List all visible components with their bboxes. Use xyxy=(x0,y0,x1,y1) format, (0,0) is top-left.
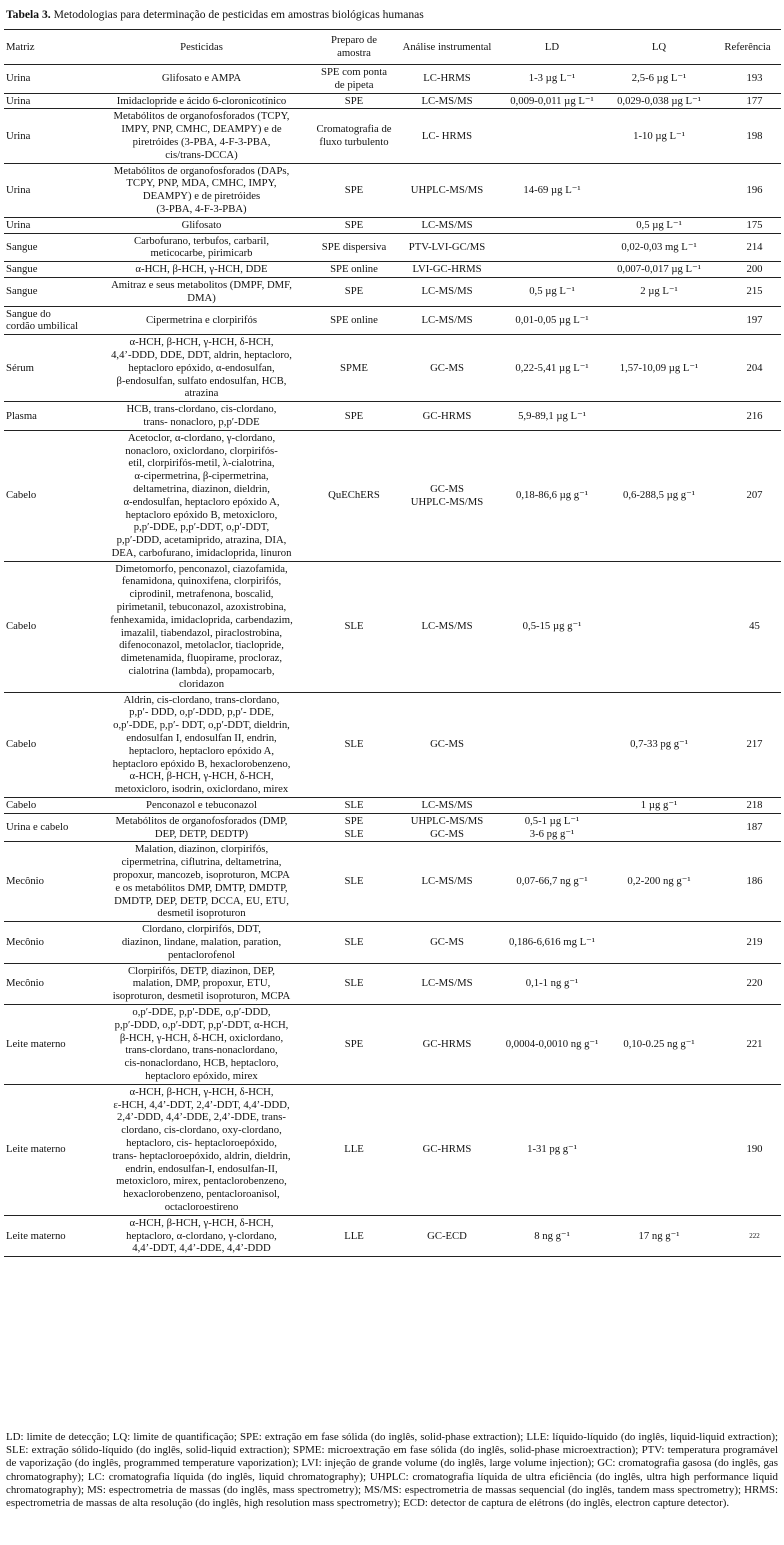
referencia-cell: 218 xyxy=(714,798,781,814)
preparo-cell: SLE xyxy=(314,842,394,922)
ld-cell: 0,0004-0,0010 ng g⁻¹ xyxy=(500,1004,604,1084)
lq-cell xyxy=(604,306,714,335)
lq-cell xyxy=(604,1084,714,1215)
table-row xyxy=(4,163,781,217)
preparo-cell: SPE com ponta de pipeta xyxy=(314,65,394,94)
lq-cell xyxy=(604,163,714,217)
pesticidas-cell: o,p′-DDE, p,p′-DDE, o,p′-DDD, p,p′-DDD, o,p′-DDT, p,p′-DDT, α-HCH, β-HCH, γ-HCH, δ-HCH, oxiclordano, trans-clordano, trans-nonaclordano, cis-nonaclordano, HCB, heptacloro, heptacloro epóxido, mirex xyxy=(89,1004,314,1084)
pesticidas-cell: Dimetomorfo, penconazol, ciazofamida, fenamidona, quinoxifena, clorpirifós, ciprodinil, metrafenona, boscalid, pirimetanil, tebuconazol, azoxistrobina, fenhexamida, imidacloprida, carbendazim, imazalil, tiabendazol, piraclostrobina, difenoconazol, metolaclor, tiaclopride, dimetenamida, fluopirame, procloraz, cialotrina (lambda), propamocarb, cloridazon xyxy=(89,561,314,692)
table-row xyxy=(4,233,781,262)
matriz-cell: Cabelo xyxy=(4,798,89,814)
pesticidas-cell: α-HCH, β-HCH, γ-HCH, δ-HCH, ε-HCH, 4,4’-DDT, 2,4’-DDT, 4,4’-DDD, 2,4’-DDD, 4,4’-DDE, 2,4’-DDE, trans- clordano, cis-clordano, oxy-clordano, heptacloro, cis- heptacloroepóxido, trans- heptacloroepóxido, aldrin, dieldrin, endrin, endosulfan-I, endosulfan-II, metoxicloro, mirex, pentaclorobenzeno, hexaclorobenzeno, pentacloroanisol, octacloroestireno xyxy=(89,1084,314,1215)
preparo-cell: SLE xyxy=(314,798,394,814)
lq-cell: 0,7-33 pg g⁻¹ xyxy=(604,692,714,797)
table-row xyxy=(4,842,781,922)
ld-cell: 0,009-0,011 µg L⁻¹ xyxy=(500,93,604,109)
lq-cell: 17 ng g⁻¹ xyxy=(604,1215,714,1256)
preparo-cell: QuEChERS xyxy=(314,430,394,561)
preparo-cell: SPE xyxy=(314,1004,394,1084)
analise-cell: GC-MS xyxy=(394,335,500,402)
matriz-cell: Leite materno xyxy=(4,1215,89,1256)
analise-cell: LC-MS/MS xyxy=(394,798,500,814)
ld-cell: 0,5-15 µg g⁻¹ xyxy=(500,561,604,692)
matriz-cell: Sangue xyxy=(4,262,89,278)
lq-cell: 0,6-288,5 µg g⁻¹ xyxy=(604,430,714,561)
referencia-cell: 175 xyxy=(714,217,781,233)
table-row xyxy=(4,402,781,431)
matriz-cell: Urina xyxy=(4,109,89,163)
ld-cell: 0,01-0,05 µg L⁻¹ xyxy=(500,306,604,335)
ld-cell xyxy=(500,798,604,814)
pesticidas-cell: Penconazol e tebuconazol xyxy=(89,798,314,814)
table-row xyxy=(4,93,781,109)
table-row xyxy=(4,335,781,402)
pesticidas-cell: Glifosato e AMPA xyxy=(89,65,314,94)
table-caption-label: Tabela 3. xyxy=(6,8,51,21)
referencia-cell: 207 xyxy=(714,430,781,561)
pesticide-methods-table xyxy=(4,29,781,1257)
referencia-cell: 220 xyxy=(714,963,781,1004)
preparo-cell: SPE xyxy=(314,93,394,109)
ld-cell: 8 ng g⁻¹ xyxy=(500,1215,604,1256)
pesticidas-cell: α-HCH, β-HCH, γ-HCH, δ-HCH, heptacloro, α-clordano, γ-clordano, 4,4’-DDT, 4,4’-DDE, 4,4’-DDD xyxy=(89,1215,314,1256)
ld-cell: 1-31 pg g⁻¹ xyxy=(500,1084,604,1215)
ld-cell xyxy=(500,233,604,262)
lq-cell: 0,029-0,038 µg L⁻¹ xyxy=(604,93,714,109)
analise-cell: GC-MS xyxy=(394,922,500,963)
referencia-cell: 200 xyxy=(714,262,781,278)
preparo-cell: SPE online xyxy=(314,262,394,278)
table-row xyxy=(4,922,781,963)
table-row xyxy=(4,65,781,94)
pesticidas-cell: HCB, trans-clordano, cis-clordano, trans- nonacloro, p,p′-DDE xyxy=(89,402,314,431)
table-row xyxy=(4,1004,781,1084)
analise-cell: LC-MS/MS xyxy=(394,277,500,306)
referencia-cell: 216 xyxy=(714,402,781,431)
matriz-cell: Cabelo xyxy=(4,561,89,692)
pesticidas-cell: Amitraz e seus metabolitos (DMPF, DMF, DMA) xyxy=(89,277,314,306)
pesticidas-cell: Imidaclopride e ácido 6-cloronicotínico xyxy=(89,93,314,109)
analise-cell: LC-MS/MS xyxy=(394,561,500,692)
analise-cell: LC-MS/MS xyxy=(394,217,500,233)
referencia-cell: 187 xyxy=(714,813,781,842)
ld-cell xyxy=(500,109,604,163)
ld-cell: 0,1-1 ng g⁻¹ xyxy=(500,963,604,1004)
header-lq: LQ xyxy=(604,30,714,65)
lq-cell: 2,5-6 µg L⁻¹ xyxy=(604,65,714,94)
matriz-cell: Mecônio xyxy=(4,963,89,1004)
referencia-cell: 217 xyxy=(714,692,781,797)
pesticidas-cell: Glifosato xyxy=(89,217,314,233)
lq-cell xyxy=(604,963,714,1004)
matriz-cell: Urina xyxy=(4,65,89,94)
analise-cell: GC-MS xyxy=(394,692,500,797)
analise-cell: LC-HRMS xyxy=(394,65,500,94)
lq-cell: 0,2-200 ng g⁻¹ xyxy=(604,842,714,922)
matriz-cell: Urina xyxy=(4,217,89,233)
ld-cell xyxy=(500,692,604,797)
table-row xyxy=(4,109,781,163)
ld-cell: 1-3 µg L⁻¹ xyxy=(500,65,604,94)
referencia-cell: 222 xyxy=(714,1215,781,1256)
preparo-cell: SLE xyxy=(314,963,394,1004)
preparo-cell: SLE xyxy=(314,692,394,797)
lq-cell: 0,5 µg L⁻¹ xyxy=(604,217,714,233)
table-body xyxy=(4,65,781,1257)
pesticidas-cell: α-HCH, β-HCH, γ-HCH, DDE xyxy=(89,262,314,278)
preparo-cell: Cromatografia de fluxo turbulento xyxy=(314,109,394,163)
table-row xyxy=(4,306,781,335)
ld-cell: 0,22-5,41 µg L⁻¹ xyxy=(500,335,604,402)
lq-cell: 1-10 µg L⁻¹ xyxy=(604,109,714,163)
table-header-row xyxy=(4,30,781,65)
matriz-cell: Sangue xyxy=(4,277,89,306)
referencia-cell: 193 xyxy=(714,65,781,94)
table-row xyxy=(4,217,781,233)
pesticidas-cell: Metabólitos de organofosforados (DAPs, TCPY, PNP, MDA, CMHC, IMPY, DEAMPY) e de piretróides (3-PBA, 4-F-3-PBA) xyxy=(89,163,314,217)
preparo-cell: SPE xyxy=(314,402,394,431)
referencia-cell: 221 xyxy=(714,1004,781,1084)
ld-cell: 0,186-6,616 mg L⁻¹ xyxy=(500,922,604,963)
ld-cell: 5,9-89,1 µg L⁻¹ xyxy=(500,402,604,431)
preparo-cell: SLE xyxy=(314,922,394,963)
pesticidas-cell: Aldrin, cis-clordano, trans-clordano, p,p′- DDD, o,p′-DDD, p,p′- DDE, o,p′-DDE, p,p′- DDT, o,p′-DDT, dieldrin, endosulfan I, endosulfan II, endrin, heptacloro, heptacloro epóxido A, heptacloro epóxido B, hexaclorobenzeno, α-HCH, β-HCH, γ-HCH, δ-HCH, metoxicloro, isodrin, oxiclordano, mirex xyxy=(89,692,314,797)
pesticidas-cell: Acetoclor, α-clordano, γ-clordano, nonacloro, oxiclordano, clorpirifós- etil, clorpirifós-metil, λ-cialotrina, α-cipermetrina, β-cipermetrina, deltametrina, diazinon, dieldrin, α-endosulfan, heptacloro epóxido A, heptacloro epóxido B, metoxicloro, p,p′-DDE, p,p′-DDT, o,p′-DDT, p,p′-DDD, acetamiprido, atrazina, DIA, DEA, carbofurano, imidacloprida, linuron xyxy=(89,430,314,561)
table-row xyxy=(4,1084,781,1215)
preparo-cell: LLE xyxy=(314,1215,394,1256)
analise-cell: PTV-LVI-GC/MS xyxy=(394,233,500,262)
analise-cell: UHPLC-MS/MS GC-MS xyxy=(394,813,500,842)
matriz-cell: Urina xyxy=(4,163,89,217)
header-matriz: Matriz xyxy=(4,30,89,65)
matriz-cell: Cabelo xyxy=(4,430,89,561)
referencia-cell: 190 xyxy=(714,1084,781,1215)
lq-cell xyxy=(604,922,714,963)
preparo-cell: SPE SLE xyxy=(314,813,394,842)
table-row xyxy=(4,798,781,814)
header-ld: LD xyxy=(500,30,604,65)
ld-cell xyxy=(500,217,604,233)
table-caption xyxy=(6,8,424,21)
lq-cell: 1,57-10,09 µg L⁻¹ xyxy=(604,335,714,402)
referencia-cell: 219 xyxy=(714,922,781,963)
ld-cell: 0,07-66,7 ng g⁻¹ xyxy=(500,842,604,922)
preparo-cell: SPE online xyxy=(314,306,394,335)
matriz-cell: Urina e cabelo xyxy=(4,813,89,842)
preparo-cell: SPE dispersiva xyxy=(314,233,394,262)
table-footnote: LD: limite de detecção; LQ: limite de quantificação; SPE: extração em fase sólida (do inglês, solid-phase extraction); LLE: líquido-líquido (do inglês, liquid-liquid extraction); SLE: extração sólido-líquido (do inglês, solid-liquid extraction); SPME: microextração em fase sólida (do inglês, solid-phase microextraction); PTV: temperatura programável de vaporização (do inglês, programmed temperature vaporization); LVI: injeção de grande volume (do inglês, large volume injection); GC: cromatografia gasosa (do inglês, gas chromatography); LC: cromatografia líquida (do inglês, liquid chromatography); UHPLC: cromatografia líquida de ultra eficiência (do inglês, ultra high performance liquid chromatography); MS: espectrometria de massas (do inglês, mass spectrometry); MS/MS: espectrometria de massas sequencial (do inglês, tandem mass spectrometry); HRMS: espectrometria de massas de alta resolução (do inglês, high resolution mass spectrometry); ECD: detector de captura de elétrons (do inglês, electron capture detector). xyxy=(6,1431,778,1510)
preparo-cell: LLE xyxy=(314,1084,394,1215)
table-row xyxy=(4,692,781,797)
table-row xyxy=(4,430,781,561)
matriz-cell: Urina xyxy=(4,93,89,109)
table-row xyxy=(4,561,781,692)
matriz-cell: Leite materno xyxy=(4,1004,89,1084)
pesticidas-cell: α-HCH, β-HCH, γ-HCH, δ-HCH, 4,4’-DDD, DDE, DDT, aldrin, heptacloro, heptacloro epóxido, α-endosulfan, β-endosulfan, sulfato endosulfan, HCB, atrazina xyxy=(89,335,314,402)
ld-cell: 14-69 µg L⁻¹ xyxy=(500,163,604,217)
preparo-cell: SPE xyxy=(314,163,394,217)
lq-cell: 0,02-0,03 mg L⁻¹ xyxy=(604,233,714,262)
referencia-cell: 196 xyxy=(714,163,781,217)
referencia-cell: 215 xyxy=(714,277,781,306)
pesticidas-cell: Clordano, clorpirifós, DDT, diazinon, lindane, malation, paration, pentaclorofenol xyxy=(89,922,314,963)
referencia-cell: 214 xyxy=(714,233,781,262)
lq-cell xyxy=(604,561,714,692)
analise-cell: LC-MS/MS xyxy=(394,842,500,922)
analise-cell: LC- HRMS xyxy=(394,109,500,163)
preparo-cell: SPE xyxy=(314,277,394,306)
matriz-cell: Sangue do cordão umbilical xyxy=(4,306,89,335)
pesticidas-cell: Metabólitos de organofosforados (TCPY, IMPY, PNP, CMHC, DEAMPY) e de piretróides (3-PBA, 4-F-3-PBA, cis/trans-DCCA) xyxy=(89,109,314,163)
table-row xyxy=(4,1215,781,1256)
table-caption-text: Metodologias para determinação de pesticidas em amostras biológicas humanas xyxy=(53,8,424,21)
matriz-cell: Sérum xyxy=(4,335,89,402)
ld-cell: 0,18-86,6 µg g⁻¹ xyxy=(500,430,604,561)
analise-cell: GC-HRMS xyxy=(394,1004,500,1084)
ld-cell xyxy=(500,262,604,278)
header-pesticidas: Pesticidas xyxy=(89,30,314,65)
analise-cell: GC-HRMS xyxy=(394,1084,500,1215)
analise-cell: LVI-GC-HRMS xyxy=(394,262,500,278)
pesticidas-cell: Carbofurano, terbufos, carbaril, meticocarbe, pirimicarb xyxy=(89,233,314,262)
ld-cell: 0,5-1 µg L⁻¹ 3-6 pg g⁻¹ xyxy=(500,813,604,842)
header-preparo: Preparo de amostra xyxy=(314,30,394,65)
header-analise: Análise instrumental xyxy=(394,30,500,65)
pesticidas-cell: Cipermetrina e clorpirifós xyxy=(89,306,314,335)
lq-cell: 0,10-0.25 ng g⁻¹ xyxy=(604,1004,714,1084)
referencia-cell: 177 xyxy=(714,93,781,109)
analise-cell: UHPLC-MS/MS xyxy=(394,163,500,217)
table-row xyxy=(4,262,781,278)
lq-cell: 1 µg g⁻¹ xyxy=(604,798,714,814)
matriz-cell: Leite materno xyxy=(4,1084,89,1215)
referencia-cell: 186 xyxy=(714,842,781,922)
analise-cell: LC-MS/MS xyxy=(394,93,500,109)
table-row xyxy=(4,963,781,1004)
lq-cell: 0,007-0,017 µg L⁻¹ xyxy=(604,262,714,278)
pesticidas-cell: Malation, diazinon, clorpirifós, cipermetrina, ciflutrina, deltametrina, propoxur, mancozeb, isoproturon, MCPA e os metabólitos DMP, DMTP, DMDTP, DMDTP, DEP, DETP, DCCA, EU, ETU, desmetil isoproturon xyxy=(89,842,314,922)
analise-cell: GC-ECD xyxy=(394,1215,500,1256)
analise-cell: LC-MS/MS xyxy=(394,306,500,335)
matriz-cell: Plasma xyxy=(4,402,89,431)
lq-cell: 2 µg L⁻¹ xyxy=(604,277,714,306)
pesticidas-cell: Metabólitos de organofosforados (DMP, DEP, DETP, DEDTP) xyxy=(89,813,314,842)
analise-cell: GC-HRMS xyxy=(394,402,500,431)
lq-cell xyxy=(604,813,714,842)
table-row xyxy=(4,277,781,306)
lq-cell xyxy=(604,402,714,431)
table-row xyxy=(4,813,781,842)
matriz-cell: Mecônio xyxy=(4,842,89,922)
pesticidas-cell: Clorpirifós, DETP, diazinon, DEP, malation, DMP, propoxur, ETU, isoproturon, desmetil isoproturon, MCPA xyxy=(89,963,314,1004)
matriz-cell: Sangue xyxy=(4,233,89,262)
analise-cell: LC-MS/MS xyxy=(394,963,500,1004)
referencia-cell: 204 xyxy=(714,335,781,402)
referencia-cell: 45 xyxy=(714,561,781,692)
ld-cell: 0,5 µg L⁻¹ xyxy=(500,277,604,306)
referencia-cell: 197 xyxy=(714,306,781,335)
referencia-cell: 198 xyxy=(714,109,781,163)
matriz-cell: Mecônio xyxy=(4,922,89,963)
preparo-cell: SPE xyxy=(314,217,394,233)
preparo-cell: SPME xyxy=(314,335,394,402)
header-referencia: Referência xyxy=(714,30,781,65)
preparo-cell: SLE xyxy=(314,561,394,692)
matriz-cell: Cabelo xyxy=(4,692,89,797)
analise-cell: GC-MS UHPLC-MS/MS xyxy=(394,430,500,561)
